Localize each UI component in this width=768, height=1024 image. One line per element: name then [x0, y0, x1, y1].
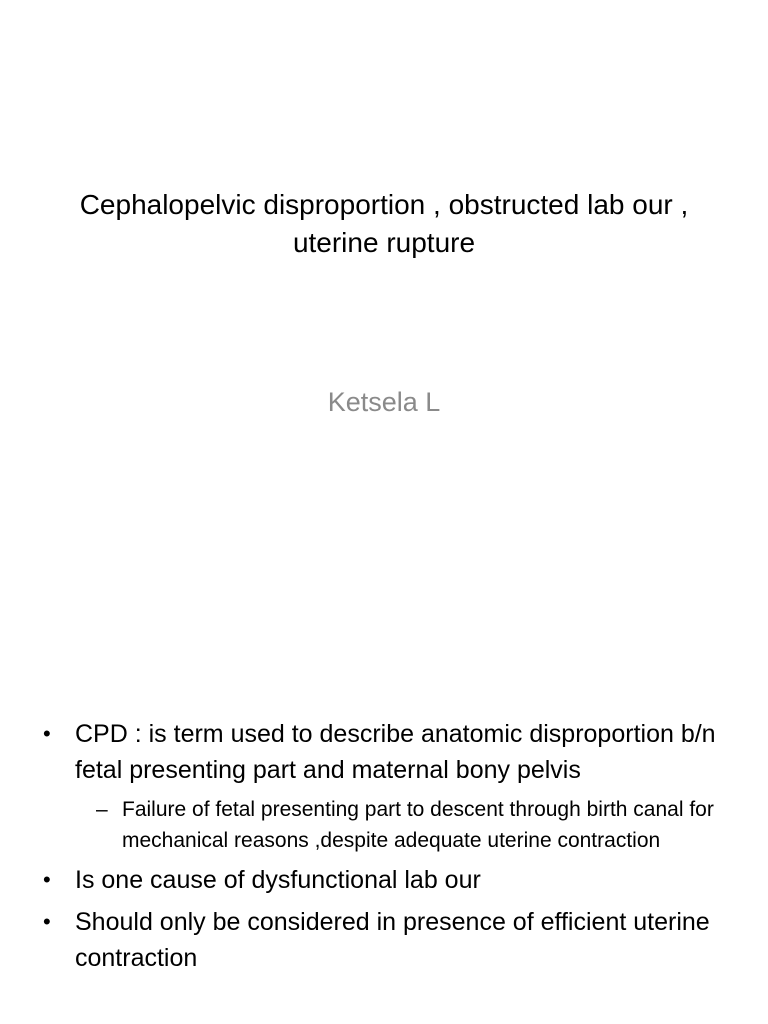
sub-bullet-marker: –	[96, 798, 108, 821]
bullet-marker: •	[43, 909, 51, 934]
list-item	[40, 862, 730, 898]
slide-subtitle-author: Ketsela L	[327, 387, 441, 417]
slide-title: Cephalopelvic disproportion , obstructed lab our , uterine rupture	[79, 189, 689, 258]
sub-bullet-text: Failure of fetal presenting part to descent through birth canal for mechanical reasons ,despite adequate uterine contraction	[122, 798, 714, 852]
bullet-marker: •	[43, 721, 51, 746]
list-item	[40, 716, 730, 788]
bullet-list	[40, 716, 730, 982]
sub-list-item	[96, 794, 732, 856]
bullet-text: Should only be considered in presence of efficient uterine contraction	[75, 908, 710, 972]
bullet-marker: •	[43, 867, 51, 892]
bullet-text: Is one cause of dysfunctional lab our	[75, 866, 481, 894]
bullet-text: CPD : is term used to describe anatomic disproportion b/n fetal presenting part and maternal bony pelvis	[75, 720, 716, 784]
list-item	[40, 904, 730, 976]
